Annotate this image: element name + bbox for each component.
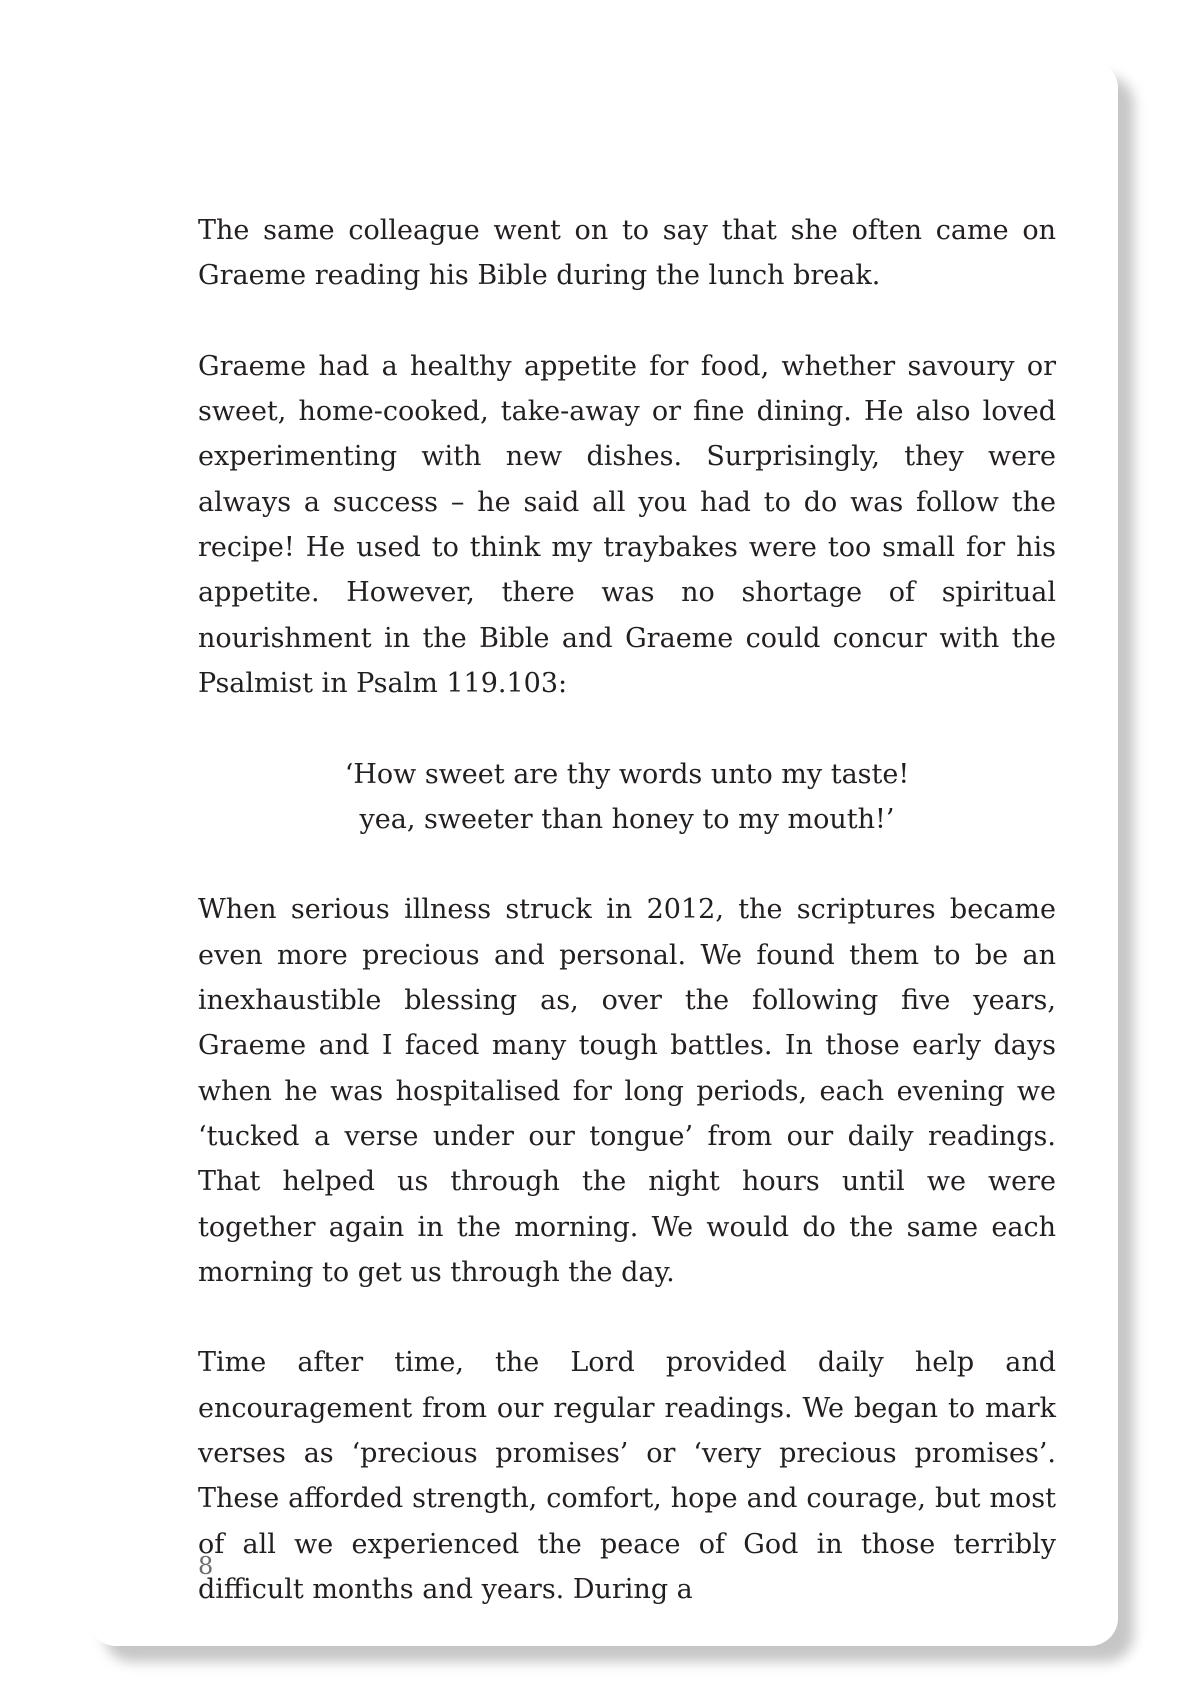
paragraph-promises: Time after time, the Lord provided daily help and encouragement from our regular readings. We began to mark verses as ‘precious promises’ or ‘very precious promises’. These afforded strength, comfort, hope and courage, but most of all we experienced the peace of God in those terribly difficult months and years. During a <box>198 1347 1056 1605</box>
psalm-quote-line-1: ‘How sweet are thy words unto my taste! <box>344 758 910 790</box>
paragraph-illness: When serious illness struck in 2012, the scriptures became even more precious and personal. We found them to be an inexhaustible blessing as, over the following five years, Graeme and I faced many tough battles. In those early days when he was hospitalised for long periods, each evening we ‘tucked a verse under our tongue’ from our daily readings. That helped us through the night hours until we were together again in the morning. We would do the same each morning to get us through the day. <box>198 894 1056 1288</box>
book-page <box>88 60 1118 1646</box>
psalm-quote <box>198 752 1056 843</box>
paragraph-colleague: The same colleague went on to say that she often came on Graeme reading his Bible during the lunch break. <box>198 215 1056 292</box>
psalm-quote-line-2: yea, sweeter than honey to my mouth!’ <box>359 803 895 835</box>
page-body <box>198 208 1056 1646</box>
paragraph-appetite: Graeme had a healthy appetite for food, whether savoury or sweet, home-cooked, take-away or fine dining. He also loved experimenting with new dishes. Surprisingly, they were always a success – he said all you had to do was follow the recipe! He used to think my traybakes were too small for his appetite. However, there was no shortage of spiritual nourishment in the Bible and Graeme could concur with the Psalmist in Psalm 119.103: <box>198 350 1056 699</box>
page-number: 8 <box>198 1552 214 1580</box>
